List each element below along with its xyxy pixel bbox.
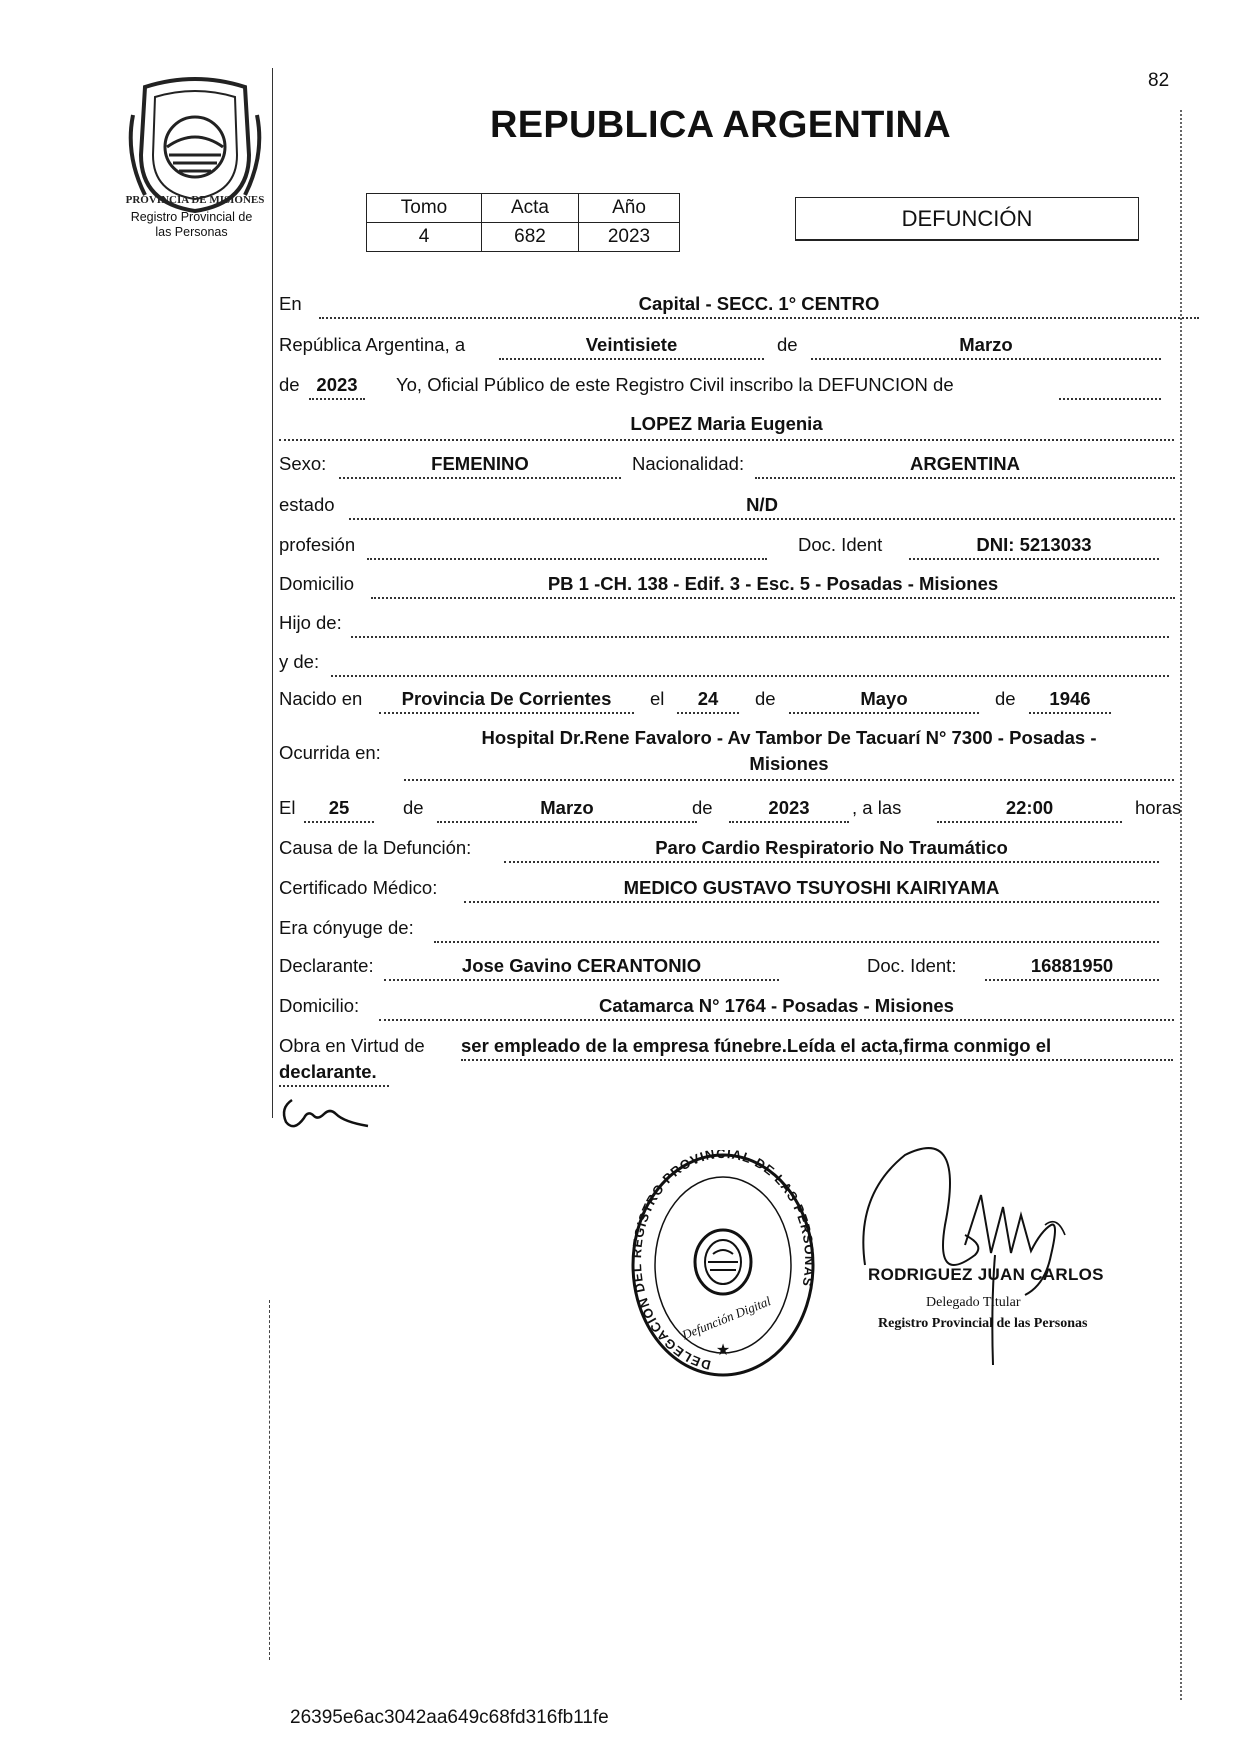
left-margin-rule — [272, 68, 273, 1118]
label-en: En — [279, 293, 302, 314]
value-causa: Paro Cardio Respiratorio No Traumático — [655, 837, 1008, 858]
label-ocurrida-en: Ocurrida en: — [279, 742, 381, 763]
value-fallecio-hora: 22:00 — [1005, 797, 1054, 818]
value-domicilio: PB 1 -CH. 138 - Edif. 3 - Esc. 5 - Posadas - Misiones — [547, 573, 999, 594]
registry-caption-line2: las Personas — [155, 225, 228, 239]
left-margin-rule-lower — [269, 1300, 270, 1660]
value-fallecio-dia: 25 — [328, 797, 350, 818]
value-obra-linea1: ser empleado de la empresa fúnebre.Leída el acta,firma conmigo el — [461, 1035, 1052, 1056]
registry-caption-line1: Registro Provincial de — [130, 210, 253, 224]
record-type-box: DEFUNCIÓN — [795, 197, 1139, 241]
official-signature — [845, 1135, 1155, 1385]
label-certificado: Certificado Médico: — [279, 877, 438, 898]
seal-star-icon: ★ — [715, 1342, 731, 1359]
label-de-6: de — [692, 797, 713, 818]
value-obra-linea2: declarante. — [279, 1061, 377, 1082]
label-el: El — [279, 797, 296, 818]
delegation-seal — [628, 1150, 818, 1380]
value-anio-registro: 2023 — [316, 374, 358, 395]
label-horas: horas — [1135, 797, 1182, 818]
label-causa: Causa de la Defunción: — [279, 837, 472, 858]
value-lugar: Capital - SECC. 1° CENTRO — [638, 293, 880, 314]
official-name: RODRIGUEZ JUAN CARLOS — [868, 1265, 1104, 1284]
label-obra: Obra en Virtud de — [279, 1035, 425, 1056]
value-documento: DNI: 5213033 — [976, 534, 1092, 555]
reference-value-tomo: 4 — [367, 223, 482, 252]
label-de-5: de — [403, 797, 424, 818]
value-fallecio-mes: Marzo — [540, 797, 594, 818]
label-doc-ident: Doc. Ident — [798, 534, 883, 555]
label-conyuge: Era cónyuge de: — [279, 917, 414, 938]
value-declarante-doc: 16881950 — [1030, 955, 1114, 976]
seal-emblem-icon — [695, 1230, 751, 1294]
label-declarante: Declarante: — [279, 955, 374, 976]
official-role: Delegado Titular — [926, 1295, 1021, 1310]
label-republica: República Argentina, a — [279, 334, 466, 355]
label-sexo: Sexo: — [279, 453, 327, 474]
value-estado: N/D — [746, 494, 778, 515]
label-y-de: y de: — [279, 651, 320, 672]
reference-header-anio: Año — [579, 194, 680, 223]
reference-value-acta: 682 — [482, 223, 579, 252]
label-de-2: de — [279, 374, 300, 395]
value-fallecio-anio: 2023 — [768, 797, 810, 818]
reference-header-acta: Acta — [482, 194, 579, 223]
page-title: REPUBLICA ARGENTINA — [490, 104, 951, 146]
registry-caption — [104, 210, 279, 240]
value-sexo: FEMENINO — [431, 453, 529, 474]
value-declarante: Jose Gavino CERANTONIO — [461, 955, 702, 976]
label-domicilio-declarante: Domicilio: — [279, 995, 360, 1016]
label-de-4: de — [995, 688, 1016, 709]
label-el-nacido: el — [650, 688, 665, 709]
value-nacido-lugar: Provincia De Corrientes — [401, 688, 612, 709]
value-declarante-domicilio: Catamarca N° 1764 - Posadas - Misiones — [599, 995, 954, 1016]
seal-inner-text: Defunción Digital — [679, 1293, 773, 1343]
official-office: Registro Provincial de las Personas — [878, 1316, 1088, 1331]
seal-outer-text: DELEGACION DEL REGISTRO PROVINCIAL DE LAS PERSONAS — [628, 1150, 818, 1373]
reference-table — [366, 193, 680, 252]
emblem-text: PROVINCIA DE MISIONES — [125, 194, 265, 206]
emblem-shield-icon — [141, 79, 249, 211]
value-nacionalidad: ARGENTINA — [910, 453, 1020, 474]
label-de-1: de — [777, 334, 798, 355]
label-de-3: de — [755, 688, 776, 709]
label-yo: Yo, Oficial Público de este Registro Civil inscribo la DEFUNCION de — [396, 374, 954, 395]
reference-header-tomo: Tomo — [367, 194, 482, 223]
value-mes-registro: Marzo — [959, 334, 1013, 355]
label-domicilio: Domicilio — [279, 573, 355, 594]
value-nacido-dia: 24 — [697, 688, 719, 709]
initial-signature — [278, 1088, 378, 1136]
label-profesion: profesión — [279, 534, 356, 555]
value-ocurrida-linea2: Misiones — [749, 753, 829, 774]
label-a-las: , a las — [852, 797, 902, 818]
value-nacido-mes: Mayo — [860, 688, 908, 709]
value-ocurrida-linea1: Hospital Dr.Rene Favaloro - Av Tambor De Tacuarí N° 7300 - Posadas - — [481, 727, 1097, 748]
label-estado: estado — [279, 494, 335, 515]
value-certificado: MEDICO GUSTAVO TSUYOSHI KAIRIYAMA — [623, 877, 1000, 898]
label-hijo-de: Hijo de: — [279, 612, 342, 633]
value-nacido-anio: 1946 — [1049, 688, 1091, 709]
right-margin-ticks — [1180, 110, 1182, 1700]
page-number: 82 — [1148, 70, 1170, 91]
document-hash: 26395e6ac3042aa649c68fd316fb11fe — [290, 1707, 609, 1728]
label-doc-ident-declarante: Doc. Ident: — [867, 955, 957, 976]
value-nombre: LOPEZ Maria Eugenia — [630, 413, 823, 434]
value-dia-registro: Veintisiete — [585, 334, 678, 355]
label-nacionalidad: Nacionalidad: — [632, 453, 745, 474]
label-nacido-en: Nacido en — [279, 688, 363, 709]
reference-value-anio: 2023 — [579, 223, 680, 252]
